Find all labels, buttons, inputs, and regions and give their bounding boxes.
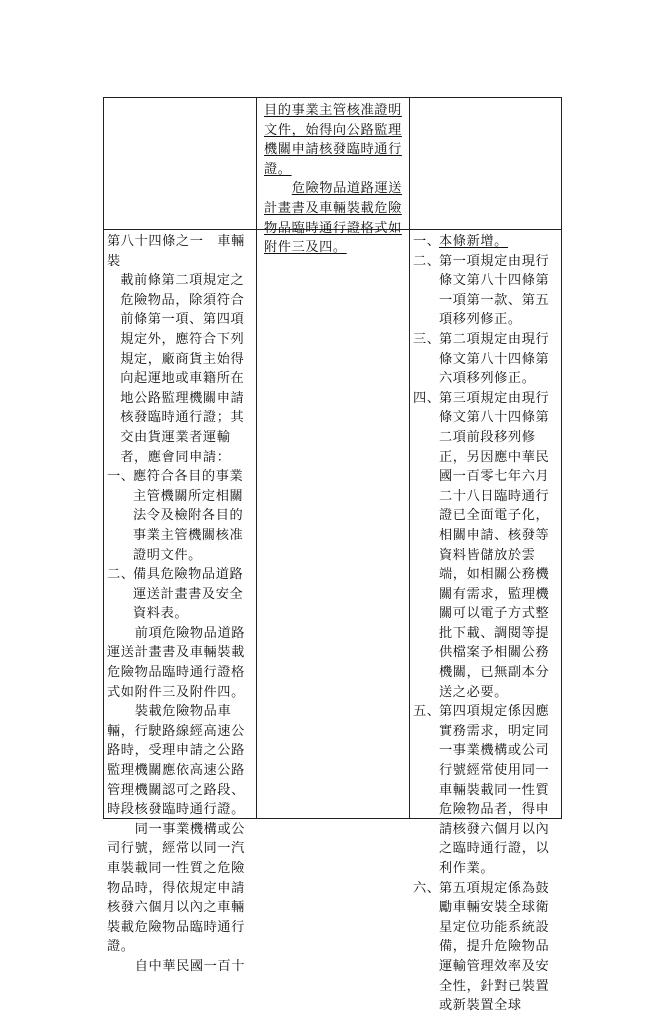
paragraph-same-company: 同一事業機構或公司行號，經常以同一汽車裝載同一性質之危險物品時，得依規定申請核發六個月以內之車輛裝載危險物品臨時通行證。 xyxy=(107,821,246,955)
paragraph-highway: 裝載危險物品車輛，行駛路線經高速公路時，受理申請之公路監理機關應依高速公路管理機關認可之路段、時段核發臨時通行證。 xyxy=(107,704,245,818)
note-item-3-num: 三、 xyxy=(413,331,441,347)
middle-appendix-line-1: 危險物品道路運送 xyxy=(291,181,403,197)
right-explanation-cell xyxy=(413,232,559,1016)
note-item-6-num: 六、 xyxy=(413,880,441,896)
note-item-1-text: 本條新增。 xyxy=(439,234,508,249)
note-item-5-num: 五、 xyxy=(413,704,441,720)
left-item-2 xyxy=(107,565,253,624)
note-item-4 xyxy=(413,389,559,703)
note-item-1-num: 一、 xyxy=(413,234,441,249)
middle-top-line-2: 文件，始得向公路監理 xyxy=(264,122,402,138)
note-item-3-text: 第二項規定由現行條文第八十四條第六項移列修正。 xyxy=(439,331,550,387)
middle-top-line-1: 目的事業主管核准證明 xyxy=(264,103,402,118)
left-item-2-text: 備具危險物品道路運送計畫書及安全資料表。 xyxy=(133,567,244,622)
column-divider-2 xyxy=(409,98,410,818)
comparison-table xyxy=(103,97,562,1014)
paragraph-effective: 自中華民國一百十 xyxy=(134,958,246,974)
note-item-4-text: 第三項規定由現行條文第八十四條第二項前段移列修正，另因應中華民國一百零七年六月二十八日臨時通行證已全面電子化，相關申請、核發等資料皆儲放於雲端，如相關公務機關有需求，監理機關可以電子方式整批下載、調閱等提供檔案予相關公務機關，已無副本分送之必要。 xyxy=(439,390,550,700)
middle-appendix-line-4: 附件三及四。 xyxy=(264,240,347,256)
note-item-5-text: 第四項規定係因應實務需求，明定同一事業機構或公司行號經常使用同一車輛裝載同一性質危險物品者，得申請核發六個月以內之臨時通行證，以利作業。 xyxy=(439,704,550,876)
note-item-4-num: 四、 xyxy=(413,390,441,406)
left-item-2-label: 二、 xyxy=(107,567,135,583)
note-item-2 xyxy=(413,252,559,330)
middle-appendix-line-2: 計畫書及車輛裝載危險 xyxy=(264,200,402,216)
middle-top-cell xyxy=(264,101,404,258)
note-item-6 xyxy=(413,879,559,1016)
left-item-1 xyxy=(107,467,253,565)
paragraph-appendix: 前項危險物品道路運送計畫書及車輛裝載危險物品臨時通行證格式如附件三及附件四。 xyxy=(107,625,246,700)
note-item-5 xyxy=(413,702,559,878)
middle-appendix-line-3: 物品臨時通行證格式如 xyxy=(264,220,402,236)
article-intro: 載前條第二項規定之危險物品，除須符合前條第一項、第四項規定外，應符合下列規定，廠商貨主始得向起運地或車籍所在地公路監理機關申請核發臨時通行證；其交由貨運業者運輸者，應會同申請： xyxy=(120,273,245,465)
left-item-1-text: 應符合各目的事業主管機關所定相關法令及檢附各目的事業主管機關核准證明文件。 xyxy=(133,469,244,563)
note-item-6-text: 第五項規定係為鼓勵車輛安裝全球衛星定位功能系統設備，提升危險物品運輸管理效率及安全性，針對已裝置或新裝置全球 xyxy=(439,880,550,1014)
article-heading: 第八十四條之一 車輛裝 xyxy=(107,234,245,269)
left-amended-text-cell xyxy=(107,232,253,977)
note-item-2-text: 第一項規定由現行條文第八十四條第一項第一款、第五項移列修正。 xyxy=(439,253,550,328)
middle-top-line-3: 機關申請核發臨時通行 xyxy=(264,142,402,158)
note-item-2-num: 二、 xyxy=(413,253,441,269)
note-item-3 xyxy=(413,330,559,389)
column-divider-1 xyxy=(256,98,257,818)
note-item-1 xyxy=(413,232,559,252)
middle-top-line-4: 證。 xyxy=(264,161,292,177)
left-item-1-label: 一、 xyxy=(107,469,135,485)
